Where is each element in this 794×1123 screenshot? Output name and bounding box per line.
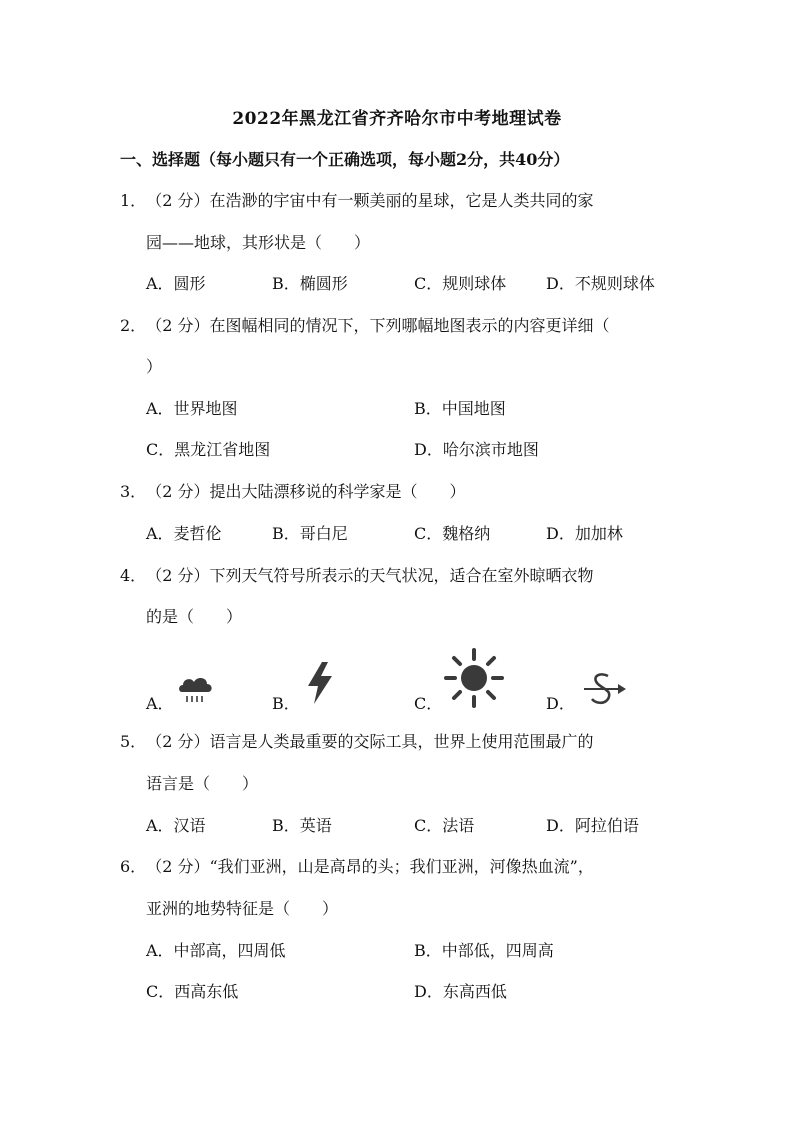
question-1-option-a[interactable]: A．圆形 bbox=[146, 274, 206, 293]
question-number: 5． bbox=[120, 732, 147, 751]
question-5-line-1 bbox=[120, 731, 593, 753]
question-text: （2 分）下列天气符号所表示的天气状况，适合在室外晾晒衣物 bbox=[146, 566, 594, 585]
question-5-line-2: 语言是（ ） bbox=[146, 774, 259, 793]
question-number: 3． bbox=[120, 482, 147, 501]
question-2-option-b[interactable]: B．中国地图 bbox=[414, 399, 506, 418]
question-6-option-d[interactable]: D．东高西低 bbox=[414, 982, 507, 1001]
question-1-line-1 bbox=[120, 190, 593, 212]
question-3-line-1 bbox=[120, 481, 465, 503]
question-2-line-1 bbox=[120, 315, 609, 337]
page-title: 2022年黑龙江省齐齐哈尔市中考地理试卷 bbox=[232, 109, 562, 129]
sandstorm-icon bbox=[580, 670, 630, 708]
question-4-line-1 bbox=[120, 565, 593, 587]
question-4-option-c[interactable]: C． bbox=[414, 694, 443, 713]
question-2-option-c[interactable]: C．黑龙江省地图 bbox=[146, 440, 271, 459]
question-number: 1． bbox=[120, 191, 147, 210]
question-1-line-2: 园——地球，其形状是（ ） bbox=[146, 233, 371, 252]
question-text: （2 分）在图幅相同的情况下，下列哪幅地图表示的内容更详细（ bbox=[146, 316, 610, 335]
section-heading: 一、选择题（每小题只有一个正确选项，每小题2分，共40分） bbox=[120, 150, 570, 169]
question-text: （2 分）“我们亚洲，山是高昂的头；我们亚洲，河像热血流”， bbox=[146, 857, 594, 876]
question-2-line-2: ） bbox=[146, 357, 163, 376]
question-number: 2． bbox=[120, 316, 147, 335]
question-2-option-a[interactable]: A．世界地图 bbox=[146, 399, 238, 418]
question-3-option-b[interactable]: B．哥白尼 bbox=[272, 524, 348, 543]
question-1-option-d[interactable]: D．不规则球体 bbox=[546, 274, 655, 293]
question-5-option-a[interactable]: A．汉语 bbox=[146, 816, 206, 835]
question-text: （2 分）在浩渺的宇宙中有一颗美丽的星球，它是人类共同的家 bbox=[146, 191, 594, 210]
question-6-line-2: 亚洲的地势特征是（ ） bbox=[146, 899, 339, 918]
question-text: （2 分）提出大陆漂移说的科学家是（ ） bbox=[146, 482, 466, 501]
question-3-option-a[interactable]: A．麦哲伦 bbox=[146, 524, 222, 543]
question-number: 6． bbox=[120, 857, 147, 876]
question-6-line-1 bbox=[120, 856, 594, 878]
question-4-option-a[interactable]: A． bbox=[146, 694, 174, 713]
sun-icon bbox=[444, 648, 504, 708]
question-1-option-c[interactable]: C．规则球体 bbox=[414, 274, 507, 293]
question-6-option-b[interactable]: B．中部低，四周高 bbox=[414, 941, 554, 960]
question-6-option-a[interactable]: A．中部高，四周低 bbox=[146, 941, 286, 960]
question-number: 4． bbox=[120, 566, 147, 585]
question-text: （2 分）语言是人类最重要的交际工具，世界上使用范围最广的 bbox=[146, 732, 594, 751]
question-3-option-c[interactable]: C．魏格纳 bbox=[414, 524, 491, 543]
question-4-option-d[interactable]: D． bbox=[546, 694, 575, 713]
question-1-option-b[interactable]: B．椭圆形 bbox=[272, 274, 348, 293]
question-6-option-c[interactable]: C．西高东低 bbox=[146, 982, 239, 1001]
question-5-option-c[interactable]: C．法语 bbox=[414, 816, 475, 835]
question-2-option-d[interactable]: D．哈尔滨市地图 bbox=[414, 440, 539, 459]
lightning-icon bbox=[302, 660, 338, 706]
question-5-option-b[interactable]: B．英语 bbox=[272, 816, 332, 835]
question-3-option-d[interactable]: D．加加林 bbox=[546, 524, 623, 543]
question-4-option-b[interactable]: B． bbox=[272, 694, 300, 713]
question-4-line-2: 的是（ ） bbox=[146, 607, 243, 626]
question-5-option-d[interactable]: D．阿拉伯语 bbox=[546, 816, 639, 835]
rain-cloud-icon bbox=[176, 672, 216, 706]
